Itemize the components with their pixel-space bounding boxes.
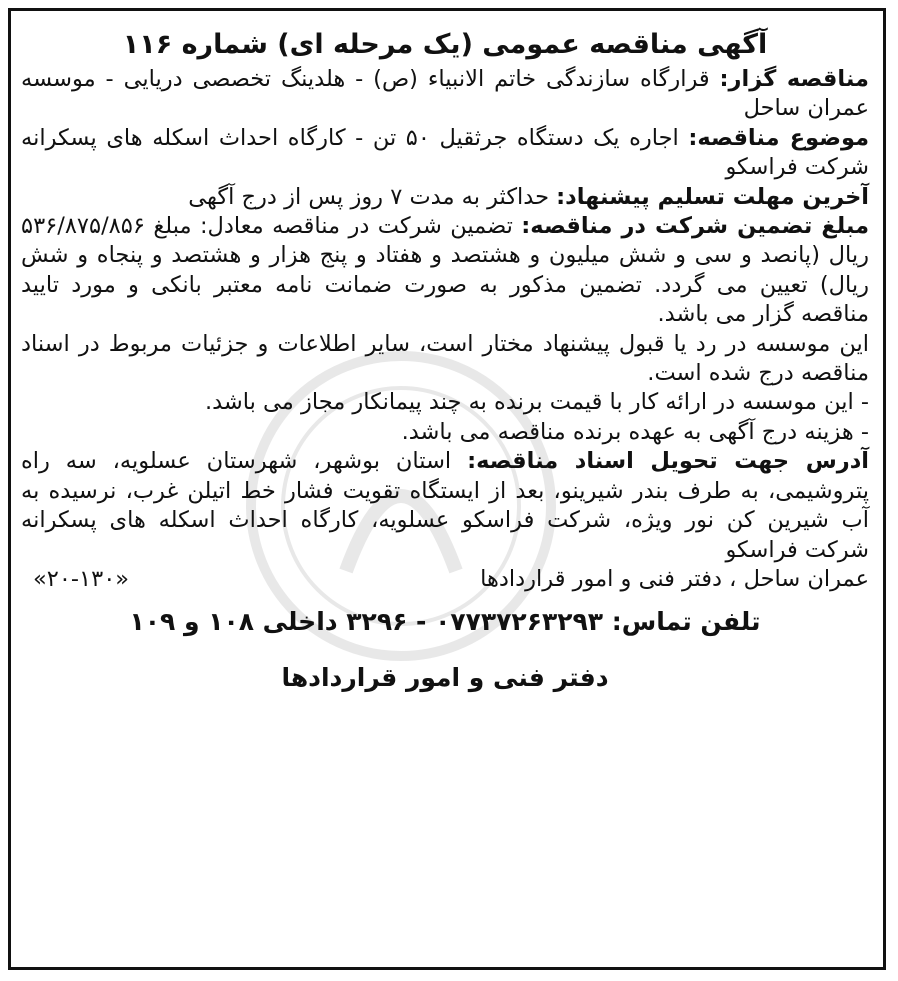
signature-line [21, 565, 869, 598]
deadline-text: حداکثر به مدت ۷ روز پس از درج آگهی [188, 183, 550, 210]
tender-party-label: مناقصه گزار: [719, 66, 869, 92]
subject-text: اجاره یک دستگاه جرثقیل ۵۰ تن - کارگاه احداث اسکله های پسکرانه شرکت فراسکو [21, 124, 869, 181]
address-label: آدرس جهت تحویل اسناد مناقصه: [467, 448, 869, 475]
notice-body [21, 25, 869, 957]
address-text: استان بوشهر، شهرستان عسلویه، سه راه پتروشیمی، به طرف بندر شیرینو، بعد از ایستگاه تقویت فشار خط اتیلن غرب، نرسیده به آب شیرین کن نور ویژه، شرکت فراسکو عسلویه، کارگاه احداث اسکله های پسکرانه شرکت فراسکو [21, 448, 869, 563]
phone-line: تلفن تماس: ۰۷۷۳۷۲۶۳۲۹۳ - ۳۲۹۶ داخلی ۱۰۸ و ۱۰۹ [129, 606, 761, 636]
tender-party-text: قرارگاه سازندگی خاتم الانبیاء (ص) - هلدینگ تخصصی دریایی - موسسه عمران ساحل [21, 66, 869, 122]
bullet-item: - هزینه درج آگهی به عهده برنده مناقصه می باشد. [401, 418, 869, 445]
address [21, 447, 869, 565]
guarantee-text: تضمین شرکت در مناقصه معادل: مبلغ ۵۳۶/۸۷۵/۸۵۶ ریال (پانصد و سی و شش میلیون و هشتصد و هفتاد و پنج هزار و هشتصد و پنجاه و شش ریال) تعیین می گردد. تضمین مذکور به صورت ضمانت نامه معتبر بانکی و مورد تایید مناقصه گزار می باشد. [21, 213, 869, 328]
notice-title: آگهی مناقصه عمومی (یک مرحله ای) شماره ۱۱۶ [122, 29, 768, 60]
subject-label: موضوع مناقصه: [688, 124, 870, 151]
notice-frame [8, 8, 886, 970]
tender-party [21, 65, 869, 124]
deadline-label: آخرین مهلت تسلیم پیشنهاد: [556, 183, 869, 210]
guarantee-label: مبلغ تضمین شرکت در مناقصه: [521, 213, 869, 240]
tender-subject [21, 124, 869, 183]
ad-code: «۲۰-۱۳۰» [33, 565, 130, 592]
rights-paragraph: این موسسه در رد یا قبول پیشنهاد مختار است، سایر اطلاعات و جزئیات مربوط در اسناد مناقصه درج شده است. [21, 330, 869, 387]
office-footer: دفتر فنی و امور قراردادها [281, 662, 609, 692]
guarantee [21, 212, 869, 330]
signature: عمران ساحل ، دفتر فنی و امور قراردادها [480, 565, 869, 592]
bullet-item: - این موسسه در ارائه کار با قیمت برنده به چند پیمانکار مجاز می باشد. [204, 389, 869, 416]
deadline [21, 183, 869, 212]
